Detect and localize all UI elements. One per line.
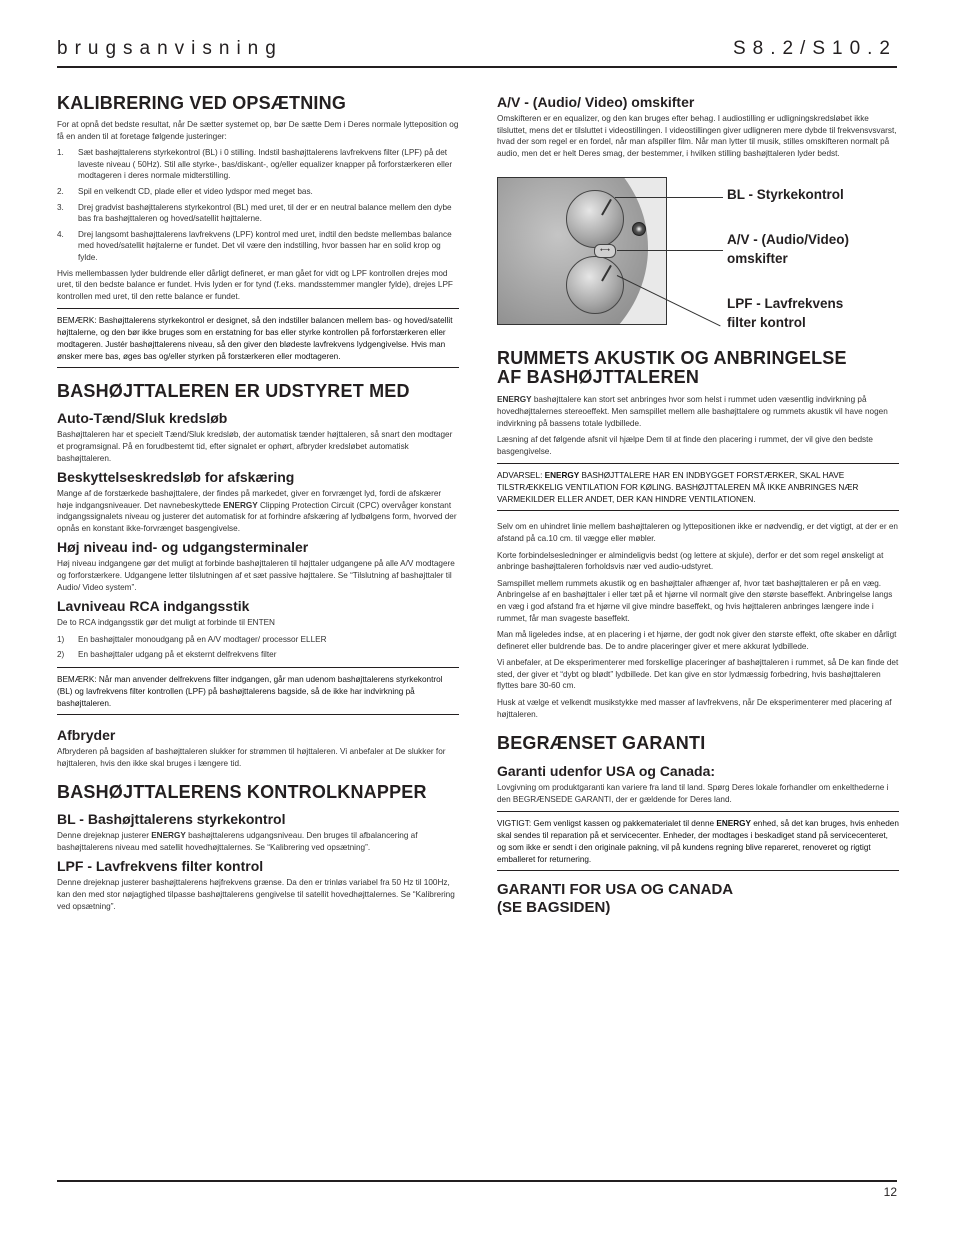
leader-line bbox=[615, 197, 723, 198]
subsection-title: Auto-Tænd/Sluk kredsløb bbox=[57, 410, 228, 427]
paragraph: Husk at vælge et velkendt musikstykke med masser af lavfrekvens, når De eksperimenterer med placering af højttaleren. bbox=[497, 698, 892, 719]
label-lpf-1: LPF - Lavfrekvens bbox=[727, 296, 844, 312]
paragraph: Lovgivning om produktgaranti kan variere fra land til land. Spørg Deres lokale forhandler om enkelthederne i den BEGRÆNSEDE GARANTI, der er gældende for Deres land. bbox=[497, 783, 889, 804]
paragraph: Hvis mellembassen lyder buldrende eller dårligt defineret, er man gået for vidt og LPF kontrollen drejes mod uret, til den bedste balance er fundet. Hvis lyden er for tynd (f.eks. mandsstemmer mangler fylde), drejes LPF kontrollen med uret, til den rette balance er fundet. bbox=[57, 268, 453, 301]
section-title: RUMMETS AKUSTIK OG ANBRINGELSE AF BASHØJTTALEREN bbox=[497, 348, 847, 388]
paragraph: De to RCA indgangsstik gør det muligt at forbinde til ENTEN bbox=[57, 618, 275, 628]
section-kontrol bbox=[57, 783, 459, 912]
subsection-title: Lavniveau RCA indgangsstik bbox=[57, 598, 250, 615]
paragraph: Bashøjttaleren har et specielt Tænd/Sluk kredsløb, der automatisk tænder højttaleren, så snart den modtager et programsignal. På en forudbestemt tid, efter signalet er ophørt, afbryder kredsløbet automatisk bashøjttaleren. bbox=[57, 430, 453, 463]
warning-box bbox=[497, 463, 899, 511]
control-panel-diagram bbox=[497, 177, 899, 331]
leader-line bbox=[617, 250, 723, 251]
subsection-title: A/V - (Audio/ Video) omskifter bbox=[497, 94, 695, 110]
section-title: BASHØJTTALEREN ER UDSTYRET MED bbox=[57, 381, 410, 402]
lpf-knob-icon bbox=[566, 256, 624, 314]
note-text: BEMÆRK: Bashøjttalerens styrkekontrol er designet, så den indstiller balancen mellem bas- og hoved/satellit højttalerne, og den bør ikke bruges som en erstatning for bas eller styrke kontrollen på forforstærkeren eller modtageren. Justér bashøjttalerens niveau, så den giver den blødeste lavfrekvens lydgengivelse. Hvis man ønsker mere bas, øges bas og/eller styrken på forstærkeren eller modtageren. bbox=[57, 316, 453, 362]
section-title: KALIBRERING VED OPSÆTNING bbox=[57, 93, 347, 113]
paragraph: Læsning af det følgende afsnit vil hjælpe Dem til at finde den placering i rummet, der vil give den bedste basgengivelse. bbox=[497, 435, 873, 456]
paragraph: ENERGY bashøjttalere kan stort set anbringes hvor som helst i rummet uden væsentlig indvirkning på hovedhøjttalernes stereoeffekt. Men samspillet mellem alle bashøjttalere og rummets akustik vil have nogen indvirkning på bassens totale lydbillede. bbox=[497, 395, 888, 428]
subsection-title: Høj niveau ind- og udgangsterminaler bbox=[57, 539, 309, 556]
label-av-1: A/V - (Audio/Video) bbox=[727, 232, 849, 248]
right-column bbox=[497, 94, 899, 919]
subsection-title: Beskyttelseskredsløb for afskæring bbox=[57, 469, 295, 486]
brand-energy: ENERGY bbox=[223, 500, 258, 510]
brand-energy: ENERGY bbox=[151, 831, 186, 841]
usa-warranty-title: GARANTI FOR USA OG CANADA (SE BAGSIDEN) bbox=[497, 881, 734, 917]
paragraph: Korte forbindelsesledninger er almindeligvis bedst (og lettere at skjule), derfor er det som regel ønskeligt at anbringe bashøjttaleren forholdsvis nær ved audio-udstyret. bbox=[497, 550, 884, 572]
av-switch-icon: ⟷ bbox=[594, 244, 616, 258]
section-akustik bbox=[497, 349, 899, 720]
label-lpf-2: filter kontrol bbox=[727, 315, 806, 331]
paragraph: Høj niveau indgangene gør det muligt at forbinde bashøjttaleren til højttaler udgangene på alle A/V modtagere og forforstærkere. Udgangene letter tilslutningen af et sæt passive højttalere. Se “Tilslutning af bashøjttaler til Audio/ Video system”. bbox=[57, 559, 455, 592]
paragraph: Vi anbefaler, at De eksperimenterer med forskellige placeringer af bashøjttaleren i rummet, så De kan finde det sted, der giver et “dybt og blødt” lydbillede. Det kan give en stor lydmæssig forbedring, hvis bashøjttaleren flyttes bare 30-60 cm. bbox=[497, 658, 899, 691]
section-title: BEGRÆNSET GARANTI bbox=[497, 733, 706, 754]
rca-list bbox=[57, 634, 459, 661]
section-title: BASHØJTTALERENS KONTROLKNAPPER bbox=[57, 782, 427, 803]
panel-illustration bbox=[497, 177, 667, 325]
paragraph: Samspillet mellem rummets akustik og en bashøjttaler afhænger af, hvor tæt bashøjttaleren er på en væg. Anbringelse af en bashøjttaler i eller tæt på et hjørne vil normalt give den største baseffekt. Anbringelse langs en væg i god afstand fra et hjørne vil give mindre baseffekt, og hvis højttaleren anbringes længere inde i rummet, får man svageste baseffekt. bbox=[497, 578, 893, 623]
note-box bbox=[57, 667, 459, 715]
subsection-title: BL - Bashøjttalerens styrkekontrol bbox=[57, 811, 286, 828]
label-av-2: omskifter bbox=[727, 251, 788, 267]
subsection-title: Garanti udenfor USA og Canada: bbox=[497, 763, 716, 780]
bl-knob-icon bbox=[566, 190, 624, 248]
list-item: 1) En bashøjttaler monoudgang på en A/V modtager/ processor ELLER bbox=[57, 634, 327, 644]
section-kalibrering bbox=[57, 94, 459, 368]
paragraph: Afbryderen på bagsiden af bashøjttaleren slukker for strømmen til højttaleren. Vi anbefaler at De slukker for højttaleren, hvis den ikke skal bruges i længere tid. bbox=[57, 747, 446, 768]
left-column bbox=[57, 94, 459, 917]
paragraph: Mange af de forstærkede bashøjttalere, der findes på markedet, giver en forvrænget lyd, fordi de afskærer høje indgangsniveauer. Det navnebeskyttede ENERGY Clipping Protection Circuit (CPC) overvåger konstant indgangssignalets niveau og justerer det automatisk for at forhindre afskæring af lydbølgens form, hvorved der opnås en konstant ikke-forvrænget basgengivelse. bbox=[57, 489, 457, 533]
paragraph: Denne drejeknap justerer bashøjttalerens højfrekvens grænse. Da den er trinløs variabel fra 50 Hz til 100Hz, kan den med stor nøjagtighed tilpasse bashøjttalerens gengivelse til satellit hovedhøjttalernes. Se “Kalibrering ved opsætning”. bbox=[57, 878, 455, 911]
important-text: VIGTIGT: Gem venligst kassen og pakkematerialet til denne ENERGY enhed, så det kan bruges, hvis enheden skal sendes til reparation på et servicecenter. Enheder, der modtages i beskadiget stand på servicecenteret, og som ikke er sendt i den originale pakning, vil på kundens regning blive repareret, renoveret og rigtigt emballeret for returnering. bbox=[497, 819, 899, 865]
list-item: 2. Spil en velkendt CD, plade eller et video lydspor med meget bas. bbox=[57, 186, 313, 196]
section-udstyret bbox=[57, 382, 459, 769]
subsection-title: LPF - Lavfrekvens filter kontrol bbox=[57, 858, 264, 875]
header-model: S8.2/S10.2 bbox=[732, 38, 897, 59]
important-box bbox=[497, 811, 899, 871]
paragraph: For at opnå det bedste resultat, når De sætter systemet op, bør De sætte Dem i Deres normale lytteposition og få en anden til at foretage følgende justeringer: bbox=[57, 120, 459, 141]
note-box bbox=[57, 308, 459, 368]
paragraph: Denne drejeknap justerer ENERGY bashøjttalerens udgangsniveau. Den bruges til afbalancering af bashøjttalerens niveau med satellit hovedhøjttalernes. Se “Kalibrering ved opsætning”. bbox=[57, 831, 418, 852]
paragraph: Omskifteren er en equalizer, og den kan bruges efter behag. I audiostilling er udligningskredsløbet ikke tilsluttet, mens det er tilsluttet i videostillingen. I videostillingen giver udligneren mere dybde til frekvensvsvarst, hvad der som regel er en fordel, når man afspiller film. Når man lytter til musik, stilles omskifteren normalt på audio, men det er helt Deres smag, der bestemmer, i hvilken stilling bashøjttaleren lyder bedst. bbox=[497, 114, 897, 158]
list-item: 1. Sæt bashøjttalerens styrkekontrol (BL) i 0 stilling. Indstil bashøjttalerens lavfrekvens filter (LPF) på det laveste niveau ( 50Hz). Stil alle styrke-, bas/diskant-, og/eller equalizer knapper på forforstærkeren eller modtageren i deres normale midterstilling. bbox=[57, 148, 453, 181]
brand-energy: ENERGY bbox=[497, 395, 532, 405]
steps-list bbox=[57, 147, 459, 263]
section-av bbox=[497, 94, 899, 159]
paragraph: Selv om en uhindret linie mellem bashøjttaleren og lyttepositionen ikke er nødvendig, er det vigtigt, at der er en afstand på ca.10 cm. til vægge eller møbler. bbox=[497, 522, 898, 543]
paragraph: Man må ligeledes indse, at en placering i et hjørne, der godt nok giver den største effekt, ofte skaber en dårligt defineret eller buldrende bas. De to andre placeringer giver et mere akkurat lydbillede. bbox=[497, 630, 897, 651]
footer-rule bbox=[57, 1180, 897, 1182]
list-item: 4. Drej langsomt bashøjttalerens lavfrekvens (LPF) kontrol med uret, indtil den bedste mellembas balance med hoved/satellit højtalerne er fundet. Det vil være den indstilling, hvor bassen har en solid krop og fylde. bbox=[57, 229, 452, 262]
warning-text: ADVARSEL: ENERGY BASHØJTTALERE HAR EN INDBYGGET FORSTÆRKER, SKAL HAVE TILSTRÆKKELIG VENTILATION FOR KØLING. BASHØJTTALEREN MÅ IKKE ANBRINGES NÆR VARMEKILDER ELLER ANDET, DER KAN HINDRE VENTILATIONEN. bbox=[497, 471, 859, 505]
header-title: brugsanvisning bbox=[57, 38, 283, 59]
note-text: BEMÆRK: Når man anvender delfrekvens filter indgangen, går man udenom bashøjttalerens styrkekontrol (BL) og lavfrekvens filter kontrollen (LPF) på bashøjttalerens bagside, så de ikke har indvirkning på bashøjttaleren. bbox=[57, 675, 443, 709]
list-item: 3. Drej gradvist bashøjttalerens styrkekontrol (BL) med uret, til der er en neutral balance mellem den dybe bas fra bashøjttaleren og hoved/satellit højttalerne. bbox=[57, 202, 452, 224]
page-header bbox=[57, 38, 897, 68]
page-number: 12 bbox=[883, 1185, 897, 1199]
section-garanti bbox=[497, 734, 899, 917]
list-item: 2) En bashøjttaler udgang på et eksternt delfrekvens filter bbox=[57, 650, 277, 660]
label-bl: BL - Styrkekontrol bbox=[727, 187, 844, 203]
subsection-title: Afbryder bbox=[57, 727, 116, 744]
